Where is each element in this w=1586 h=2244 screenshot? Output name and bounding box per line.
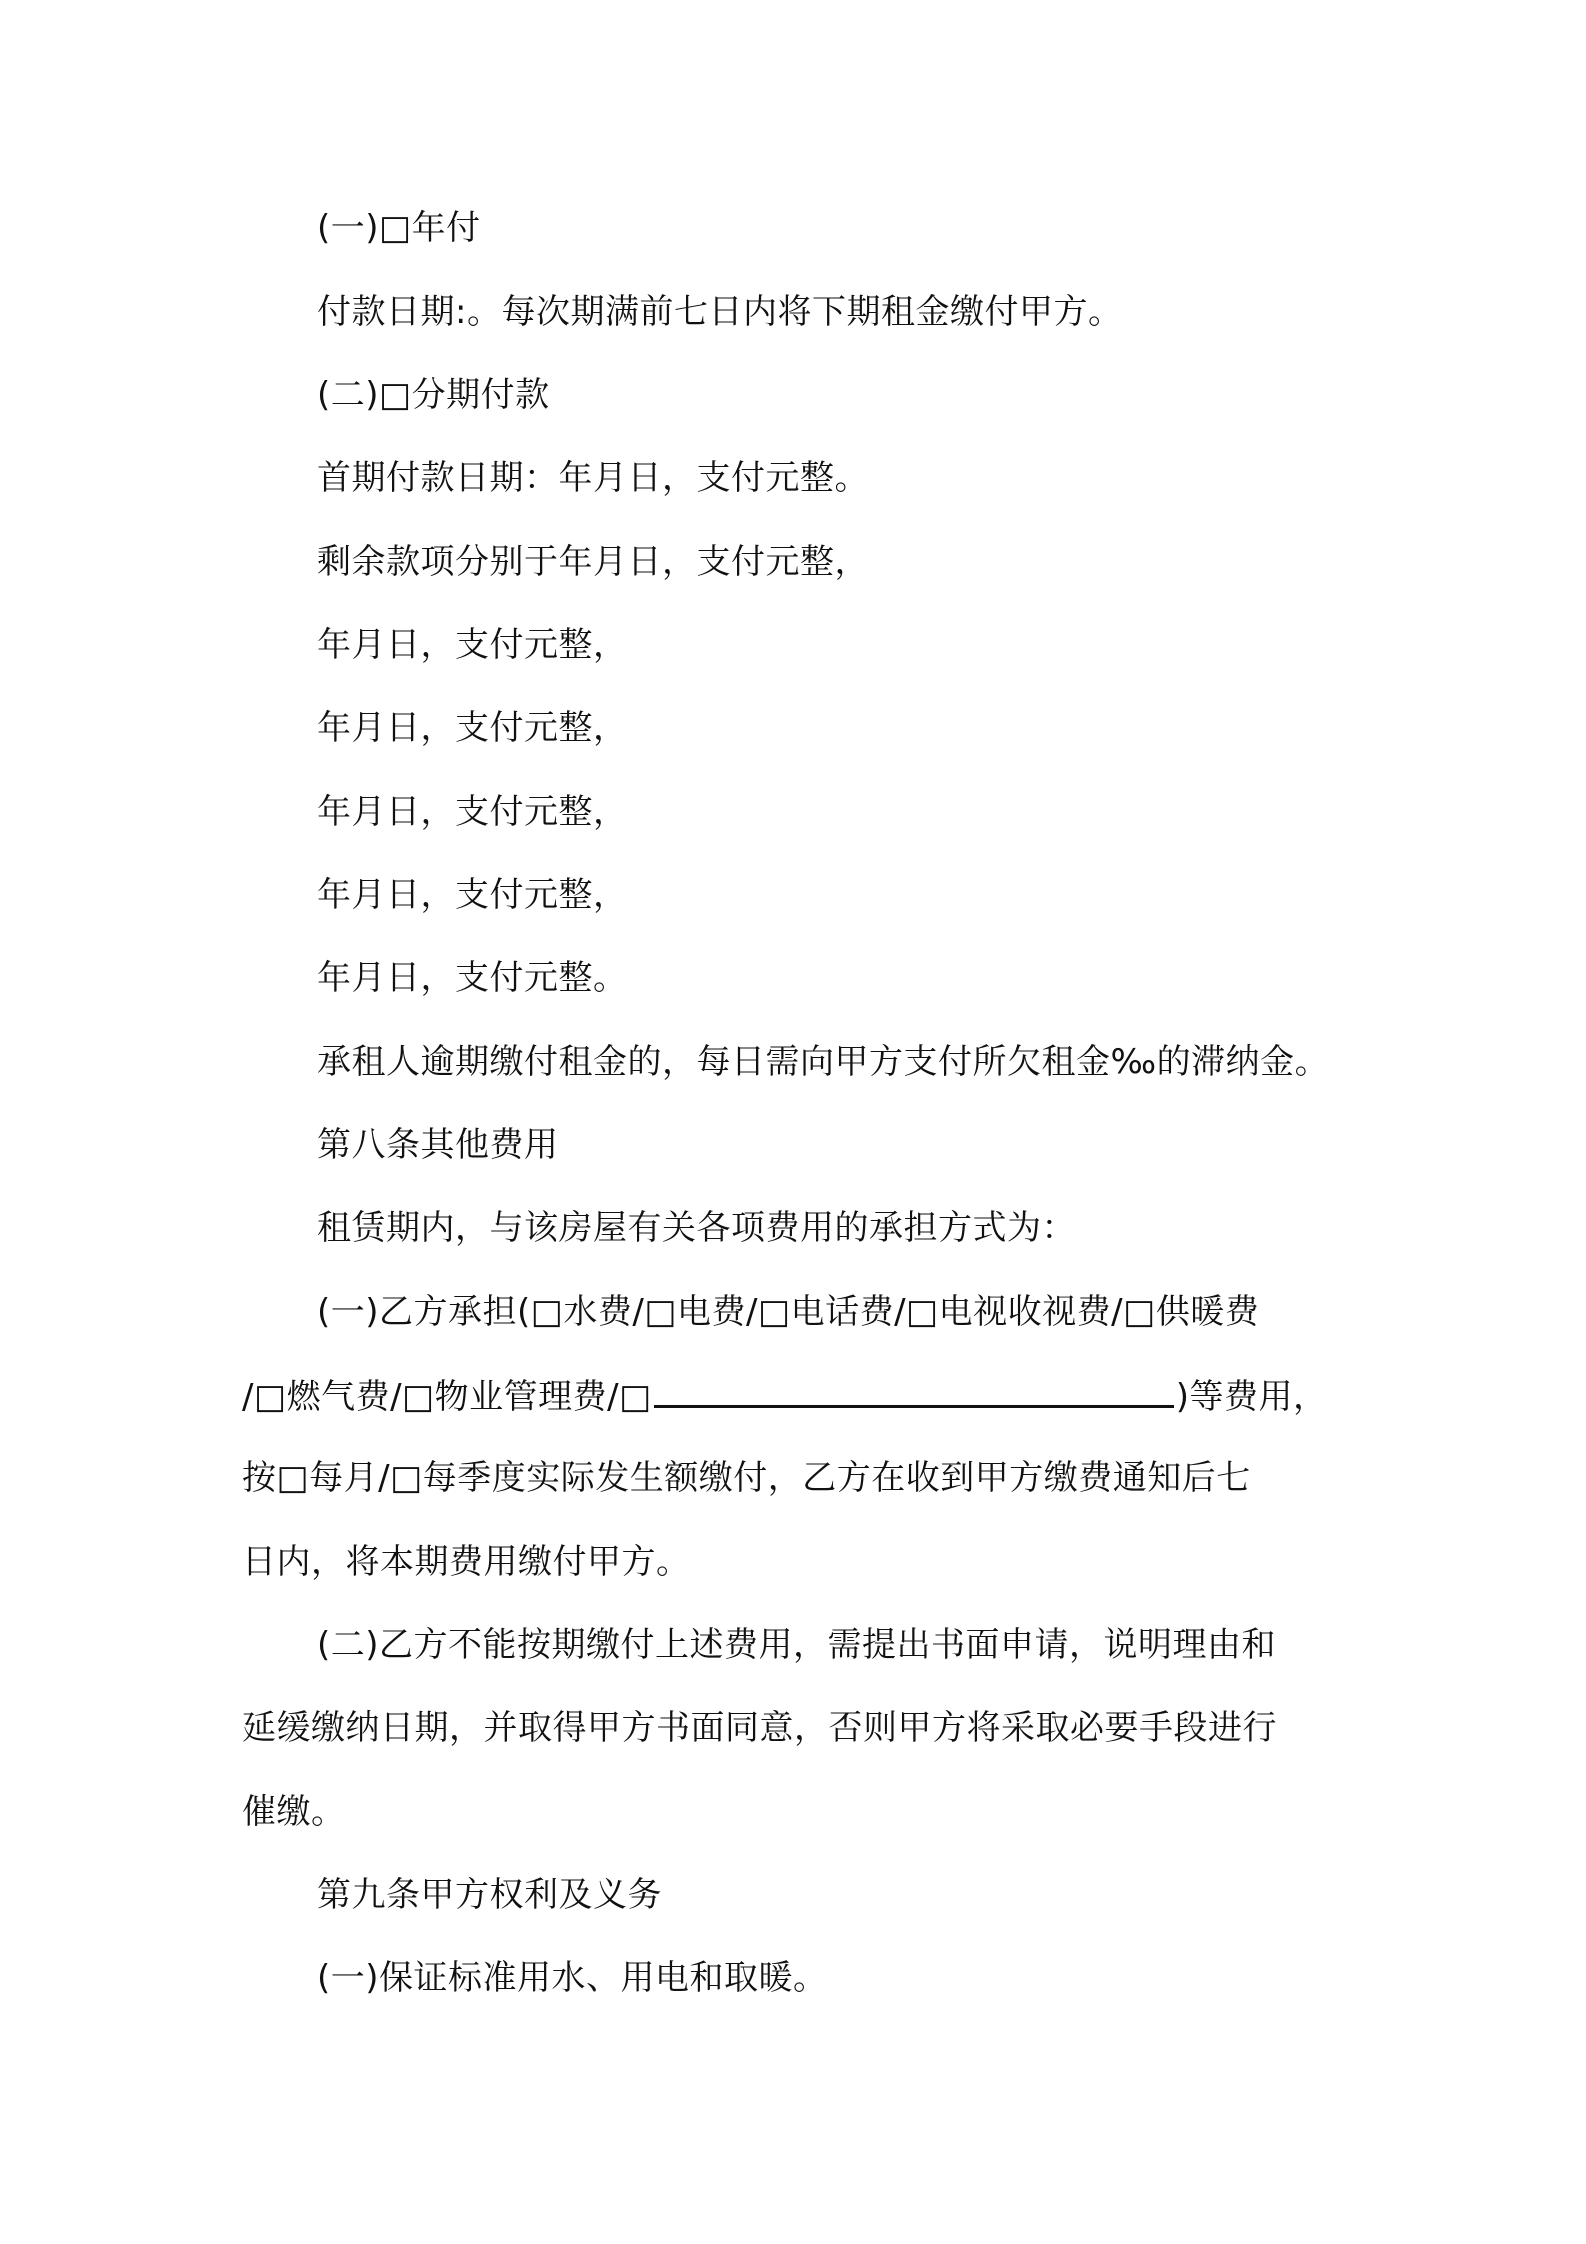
delay-consent-text: 延缓缴纳日期，并取得甲方书面同意，否则甲方将采取必要手段进行 (242, 1708, 1277, 1748)
clause-annual-payment: (一)□年付 (317, 208, 481, 248)
fees-suffix-text: )等费用， (1175, 1377, 1328, 1417)
payment-date-text: 付款日期:。每次期满前七日内将下期租金缴付甲方。 (317, 292, 1123, 332)
fees-list-text: /□燃气费/□物业管理费/□ (242, 1377, 652, 1417)
fees-intro-text: 租赁期内，与该房屋有关各项费用的承担方式为： (317, 1208, 1076, 1248)
collection-text: 催缴。 (242, 1792, 346, 1832)
delay-request-text: (二)乙方不能按期缴付上述费用，需提出书面申请，说明理由和 (317, 1625, 1277, 1665)
tenant-fees-continued (242, 1375, 1328, 1417)
payment-deadline-text: 日内，将本期费用缴付甲方。 (242, 1542, 691, 1582)
installment-line: 年月日，支付元整。 (317, 958, 628, 998)
installment-line: 年月日，支付元整， (317, 792, 628, 832)
late-fee-text: 承租人逾期缴付租金的，每日需向甲方支付所欠租金‰的滞纳金。 (317, 1042, 1330, 1082)
remaining-payment-text: 剩余款项分别于年月日，支付元整， (317, 542, 869, 582)
payment-frequency-text: 按□每月/□每季度实际发生额缴付，乙方在收到甲方缴费通知后七 (242, 1458, 1251, 1498)
installment-line: 年月日，支付元整， (317, 625, 628, 665)
installment-line: 年月日，支付元整， (317, 708, 628, 748)
article-8-heading: 第八条其他费用 (317, 1125, 559, 1165)
tenant-fees-text: (一)乙方承担(□水费/□电费/□电话费/□电视收视费/□供暖费 (317, 1292, 1260, 1332)
article-9-heading: 第九条甲方权利及义务 (317, 1875, 662, 1915)
clause-installment-payment: (二)□分期付款 (317, 375, 550, 415)
blank-fill-line (654, 1375, 1174, 1408)
landlord-duty-text: (一)保证标准用水、用电和取暖。 (317, 1958, 828, 1998)
first-payment-text: 首期付款日期：年月日，支付元整。 (317, 458, 869, 498)
installment-line: 年月日，支付元整， (317, 875, 628, 915)
